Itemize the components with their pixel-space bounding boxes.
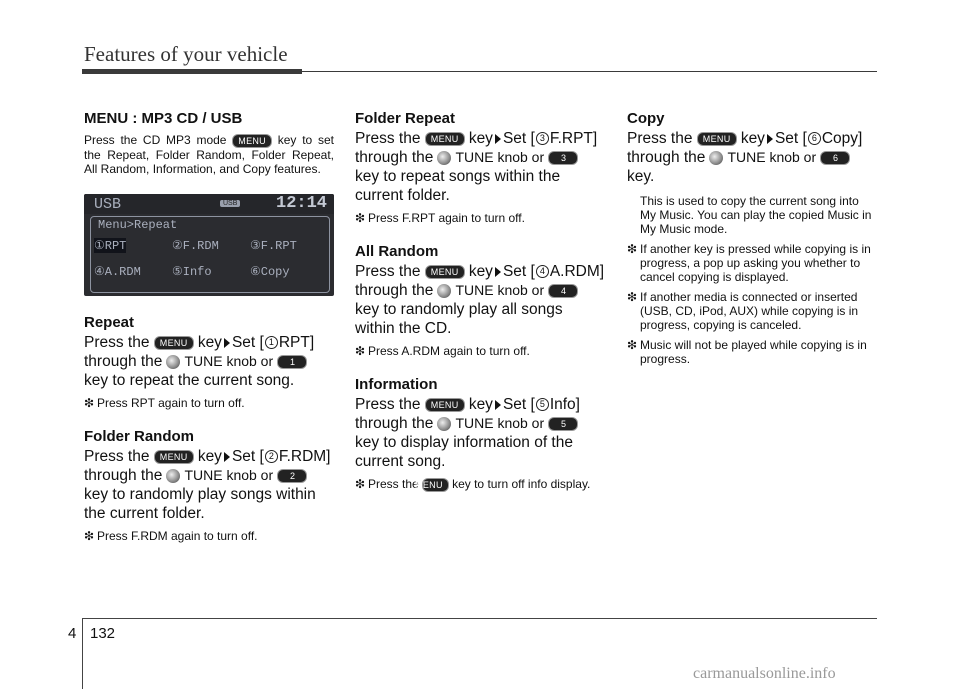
- folder-repeat-note: ❇ Press F.RPT again to turn off.: [355, 211, 525, 225]
- preset-key-icon: 1: [277, 355, 307, 369]
- repeat-instructions: Press the MENU key Set [ 1 RPT] through the TUNE knob or 1 key to repeat the current song.: [84, 333, 315, 389]
- column-1: [84, 110, 334, 543]
- lcd-menu-title: Menu>Repeat: [98, 217, 178, 232]
- copy-title: Copy: [627, 110, 665, 127]
- circled-number-icon: 1: [265, 336, 278, 349]
- menu-key-icon: MENU: [154, 450, 194, 464]
- circled-number-icon: 5: [536, 398, 549, 411]
- section-heading-mp3-usb: MENU : MP3 CD / USB: [84, 110, 243, 127]
- information-note: ❇ Press the MENU key to turn off info display.: [355, 477, 591, 491]
- preset-key-icon: 2: [277, 469, 307, 483]
- menu-key-icon: MENU: [425, 265, 465, 279]
- copy-instructions: Press the MENU key Set [ 6 Copy] through the TUNE knob or 6 key.: [627, 130, 863, 185]
- lcd-option-copy: ⑥Copy: [250, 264, 290, 279]
- lcd-option-rpt: ①RPT: [94, 238, 127, 253]
- lcd-option-info: ⑤Info: [172, 264, 212, 279]
- circled-number-icon: 3: [536, 132, 549, 145]
- folder-repeat-title: Folder Repeat: [355, 110, 456, 127]
- menu-key-icon: MENU: [232, 134, 272, 148]
- tune-knob-icon: [166, 469, 180, 483]
- arrow-right-icon: [224, 452, 230, 462]
- folder-random-note: ❇ Press F.RDM again to turn off.: [84, 528, 258, 543]
- copy-description: This is used to copy the current song into My Music. You can play the copied Music in My Music mode.: [640, 194, 872, 236]
- copy-note-3: ❇ Music will not be played while copying is in progress.: [627, 338, 867, 366]
- footer-line: [82, 618, 877, 619]
- header-line: [302, 71, 877, 72]
- section-all-random: [355, 243, 605, 358]
- watermark: carmanualsonline.info: [693, 665, 836, 682]
- section-folder-random: [84, 428, 334, 543]
- column-2: [355, 110, 605, 492]
- page-number: 132: [90, 625, 116, 642]
- information-title: Information: [355, 376, 438, 393]
- preset-key-icon: 4: [548, 284, 578, 298]
- tune-knob-icon: [437, 284, 451, 298]
- tune-knob-icon: [437, 151, 451, 165]
- tune-knob-icon: [437, 417, 451, 431]
- section-information: [355, 376, 605, 492]
- chapter-number: 4: [68, 625, 77, 642]
- all-random-note: ❇ Press A.RDM again to turn off.: [355, 344, 530, 358]
- circled-number-icon: 2: [265, 450, 278, 463]
- circled-number-icon: 4: [536, 265, 549, 278]
- lcd-usb-tag: USB: [220, 200, 240, 207]
- lcd-option-frdm: ②F.RDM: [172, 238, 219, 253]
- tune-knob-icon: [166, 355, 180, 369]
- lcd-option-ardm: ④A.RDM: [94, 264, 141, 279]
- preset-key-icon: 5: [548, 417, 578, 431]
- preset-key-icon: 6: [820, 151, 850, 165]
- repeat-note: ❇ Press RPT again to turn off.: [84, 395, 245, 410]
- repeat-title: Repeat: [84, 313, 135, 331]
- arrow-right-icon: [224, 338, 230, 348]
- arrow-right-icon: [495, 267, 501, 277]
- section-folder-repeat: [355, 110, 605, 225]
- copy-note-1: ❇ If another key is pressed while copying is in progress, a pop up asking you whether to cancel copying is displayed.: [627, 242, 871, 284]
- folder-random-instructions: Press the MENU key Set [ 2 F.RDM] through the TUNE knob or 2 key to randomly play songs within the current folder.: [84, 447, 331, 522]
- menu-key-icon: MENU: [422, 478, 449, 492]
- section-copy: [627, 110, 877, 366]
- menu-key-icon: MENU: [154, 336, 194, 350]
- information-instructions: Press the MENU key Set [ 5 Info] through the TUNE knob or 5 key to display information of the current song.: [355, 396, 580, 470]
- arrow-right-icon: [495, 400, 501, 410]
- all-random-title: All Random: [355, 243, 439, 260]
- header-title: Features of your vehicle: [84, 42, 288, 66]
- menu-key-icon: MENU: [425, 398, 465, 412]
- folder-random-title: Folder Random: [84, 427, 195, 445]
- preset-key-icon: 3: [548, 151, 578, 165]
- arrow-right-icon: [767, 134, 773, 144]
- section-repeat: [84, 314, 334, 410]
- menu-key-icon: MENU: [697, 132, 737, 146]
- footer-divider: [82, 618, 83, 689]
- folder-repeat-instructions: Press the MENU key Set [ 3 F.RPT] through the TUNE knob or 3 key to repeat songs within the current folder.: [355, 130, 598, 204]
- copy-note-2: ❇ If another media is connected or inserted (USB, CD, iPod, AUX) while copying is in progress, copying is canceled.: [627, 290, 859, 332]
- lcd-option-frpt: ③F.RPT: [250, 238, 297, 253]
- lcd-display: [84, 194, 334, 296]
- header-bar: [82, 69, 302, 74]
- lcd-source: USB: [94, 195, 122, 213]
- menu-key-icon: MENU: [425, 132, 465, 146]
- circled-number-icon: 6: [808, 132, 821, 145]
- lcd-clock: 12:14: [276, 193, 328, 213]
- intro-text: Press the CD MP3 mode MENU key to set the Repeat, Folder Random, Folder Repeat, All Random, Information, and Copy features.: [84, 133, 334, 176]
- tune-knob-icon: [709, 151, 723, 165]
- arrow-right-icon: [495, 134, 501, 144]
- all-random-instructions: Press the MENU key Set [ 4 A.RDM] through the TUNE knob or 4 key to randomly play all songs within the CD.: [355, 263, 605, 337]
- column-3: [627, 110, 877, 366]
